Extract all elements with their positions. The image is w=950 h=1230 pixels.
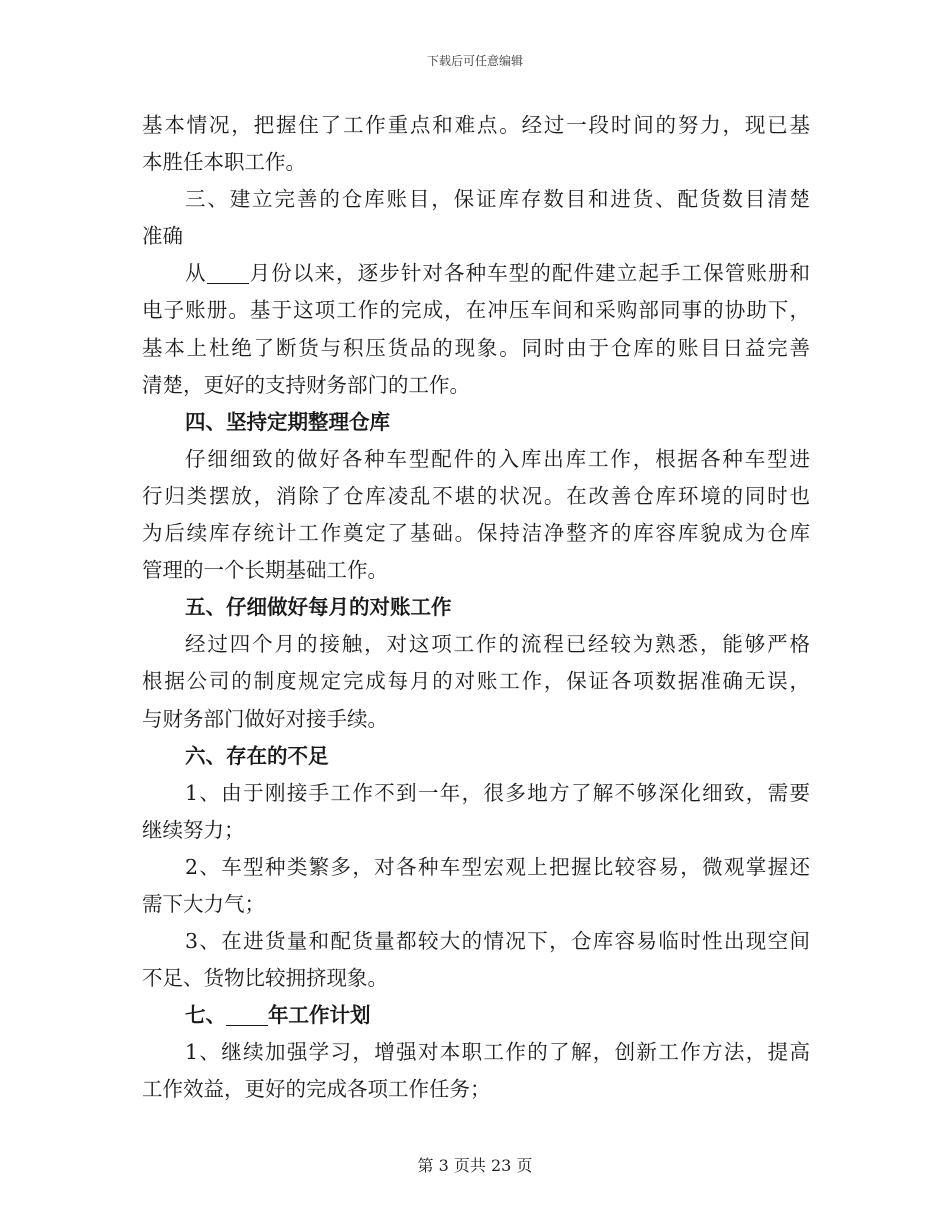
section-heading-3: 三、建立完善的仓库账目，保证库存数目和进货、配货数目清楚 [185, 187, 810, 212]
text-line: 1、由于刚接手工作不到一年，很多地方了解不够深化细致，需要 [185, 780, 810, 805]
section-heading-7 [142, 997, 810, 1034]
text-fragment: 年工作计划 [268, 1003, 371, 1028]
text-line: 3、在进货量和配货量都较大的情况下，仓库容易临时性出现空间 [185, 929, 810, 954]
text-line: 不足、货物比较拥挤现象。 [142, 966, 388, 991]
text-line: 基本上杜绝了断货与积压货品的现象。同时由于仓库的账目日益完善 [142, 335, 810, 360]
text-line: 根据公司的制度规定完成每月的对账工作，保证各项数据准确无误， [142, 669, 810, 694]
page-number: 第 3 页共 23 页 [417, 1156, 533, 1175]
page-header-note: 下载后可任意编辑 [426, 54, 523, 68]
fill-in-blank [226, 1003, 268, 1026]
text-line: 1、继续加强学习，增强对本职工作的了解，创新工作方法，提高 [185, 1040, 810, 1065]
text-line: 基本情况，把握住了工作重点和难点。经过一段时间的努力，现已基 [142, 113, 810, 137]
section-heading-5: 五、仔细做好每月的对账工作 [185, 595, 452, 620]
text-line: 为后续库存统计工作奠定了基础。保持洁净整齐的库容库貌成为仓库 [142, 521, 810, 546]
text-line: 工作效益，更好的完成各项工作任务； [142, 1077, 491, 1102]
text-line: 经过四个月的接触，对这项工作的流程已经较为熟悉，能够严格 [185, 632, 810, 657]
document-body [142, 107, 810, 1109]
text-line: 行归类摆放，消除了仓库凌乱不堪的状况。在改善仓库环境的同时也 [142, 483, 810, 508]
text-line: 清楚，更好的支持财务部门的工作。 [142, 372, 470, 397]
text-line: 继续努力； [142, 817, 245, 842]
text-line: 准确 [142, 224, 183, 249]
text-line: 与财务部门做好对接手续。 [142, 706, 388, 731]
text-line: 管理的一个长期基础工作。 [142, 558, 388, 583]
text-line: 本胜任本职工作。 [142, 150, 306, 175]
text-line: 电子账册。基于这项工作的完成，在冲压车间和采购部同事的协助下， [142, 298, 810, 323]
text-fragment: 月份以来，逐步针对各种车型的配件建立起手工保管账册和 [248, 261, 810, 286]
section-heading-6: 六、存在的不足 [185, 743, 329, 768]
paragraph-line [142, 255, 810, 292]
section-heading-4: 四、坚持定期整理仓库 [185, 409, 390, 434]
fill-in-blank [207, 261, 249, 284]
text-fragment: 从 [185, 261, 207, 286]
text-fragment: 七、 [185, 1003, 226, 1028]
text-line: 仔细细致的做好各种车型配件的入库出库工作，根据各种车型进 [185, 446, 810, 471]
text-line: 2、车型种类繁多，对各种车型宏观上把握比较容易，微观掌握还 [185, 854, 810, 879]
text-line: 需下大力气； [142, 891, 265, 916]
